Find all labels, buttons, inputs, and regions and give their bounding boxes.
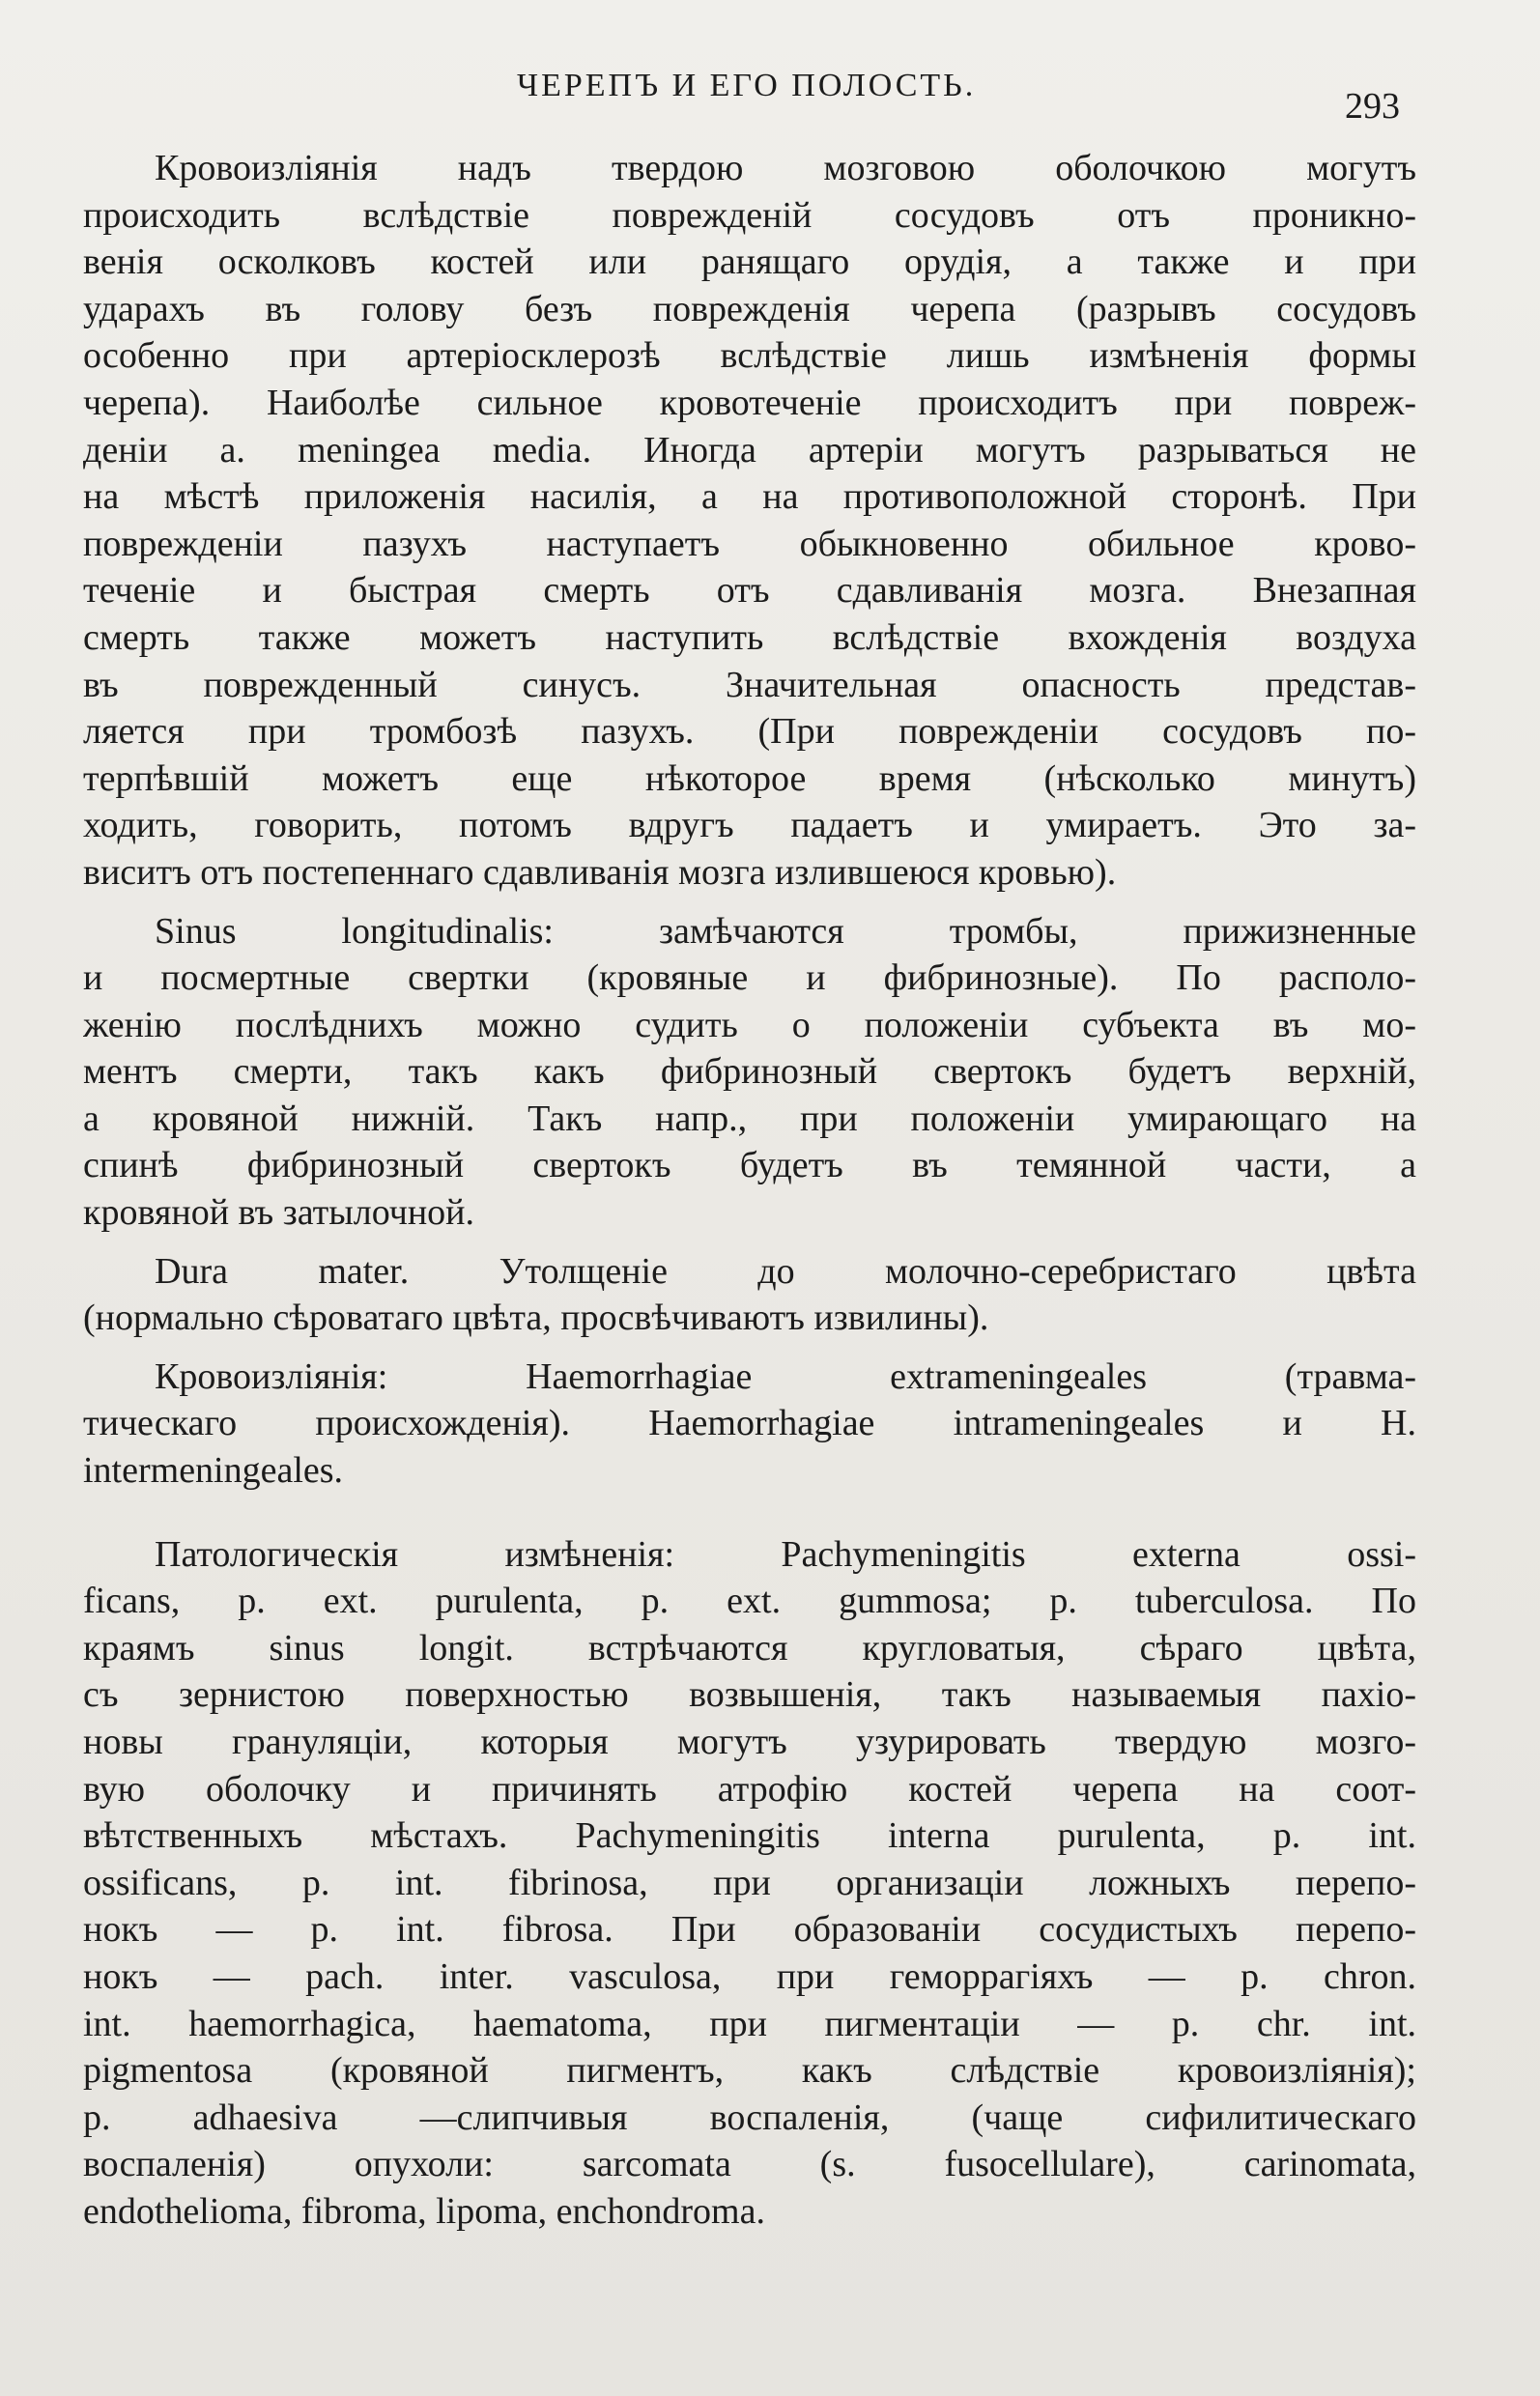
text-line: ляется при тромбозѣ пазухъ. (При поврежденіи сосудовъ по- — [83, 711, 1416, 753]
text-line: и посмертные свертки (кровяные и фибринозные). По располо- — [83, 957, 1416, 999]
text-line: pigmentosa (кровяной пигментъ, какъ слѣдствіе кровоизліянія); — [83, 2050, 1416, 2092]
text-line: черепа). Наиболѣе сильное кровотеченіе происходитъ при повреж- — [83, 382, 1416, 423]
text-line: особенно при артеріосклерозѣ вслѣдствіе лишь измѣненія формы — [83, 335, 1416, 377]
text-line: смерть также можетъ наступить вслѣдствіе вхожденія воздуха — [83, 616, 1416, 658]
text-line: съ зернистою поверхностью возвышенія, такъ называемыя пахіо- — [83, 1674, 1416, 1716]
text-line: Sinus longitudinalis: замѣчаются тромбы, прижизненные — [155, 910, 1416, 952]
text-line: Кровоизліянія: Haemorrhagiae extrameningeales (травма- — [155, 1355, 1416, 1397]
text-line: ударахъ въ голову безъ поврежденія черепа (разрывъ сосудовъ — [83, 288, 1416, 329]
text-line: ментъ смерти, такъ какъ фибринозный свертокъ будетъ верхній, — [83, 1051, 1416, 1093]
paragraph — [83, 1248, 1416, 1342]
text-line: ходить, говорить, потомъ вдругъ падаетъ и умираетъ. Это за- — [83, 805, 1416, 846]
text-line: нокъ — p. int. fibrosa. При образованіи сосудистыхъ перепо- — [83, 1909, 1416, 1951]
text-line: вую оболочку и причинять атрофію костей черепа на соот- — [83, 1768, 1416, 1810]
text-line: кровяной въ затылочной. — [83, 1192, 474, 1234]
paragraph — [83, 908, 1416, 1237]
body-text — [83, 145, 1416, 2236]
text-line: ficans, p. ext. purulenta, p. ext. gummosa; p. tuberculosa. По — [83, 1581, 1416, 1622]
text-line: деніи а. meningea media. Иногда артеріи могутъ разрываться не — [83, 429, 1416, 471]
text-line: (нормально сѣроватаго цвѣта, просвѣчиваютъ извилины). — [83, 1298, 989, 1339]
text-line: вѣтственныхъ мѣстахъ. Pachymeningitis interna purulenta, p. int. — [83, 1815, 1416, 1857]
text-line: а кровяной нижній. Такъ напр., при положеніи умирающаго на — [83, 1098, 1416, 1139]
text-line: int. haemorrhagica, haematoma, при пигментаціи — p. chr. int. — [83, 2003, 1416, 2044]
text-line: ossificans, p. int. fibrinosa, при организаціи ложныхъ перепо- — [83, 1862, 1416, 1903]
text-line: въ поврежденный синусъ. Значительная опасность представ- — [83, 664, 1416, 705]
paragraph — [83, 1354, 1416, 1495]
text-line: intermeningeales. — [83, 1450, 344, 1492]
text-line: поврежденіи пазухъ наступаетъ обыкновенно обильное крово- — [83, 523, 1416, 564]
text-line: виситъ отъ постепеннаго сдавливанія мозга излившеюся кровью). — [83, 851, 1117, 893]
text-line: теченіе и быстрая смерть отъ сдавливанія мозга. Внезапная — [83, 570, 1416, 612]
text-line: краямъ sinus longit. встрѣчаются кругловатыя, сѣраго цвѣта, — [83, 1627, 1416, 1669]
running-head: ЧЕРЕПЪ И ЕГО ПОЛОСТЬ. — [517, 68, 977, 103]
text-line: на мѣстѣ приложенія насилія, а на противоположной сторонѣ. При — [83, 476, 1416, 518]
text-line: p. adhaesiva —слипчивыя воспаленія, (чаще сифилитическаго — [83, 2096, 1416, 2138]
text-line: женію послѣднихъ можно судить о положеніи субъекта въ мо- — [83, 1004, 1416, 1045]
text-line: венія осколковъ костей или ранящаго орудія, а также и при — [83, 242, 1416, 283]
text-line: новы грануляціи, которыя могутъ узурировать твердую мозго- — [83, 1722, 1416, 1762]
paragraph — [83, 145, 1416, 897]
text-line: происходить вслѣдствіе поврежденій сосудовъ отъ проникно- — [83, 194, 1416, 236]
paragraph — [83, 1531, 1416, 2236]
text-line: нокъ — pach. inter. vasculosa, при геморрагіяхъ — p. chron. — [83, 1955, 1416, 1997]
text-line: endothelioma, fibroma, lipoma, enchondroma. — [83, 2190, 765, 2232]
text-line: Dura mater. Утолщеніе до молочно-серебристаго цвѣта — [155, 1250, 1416, 1292]
text-line: воспаленія) опухоли: sarcomata (s. fusocellulare), carinomata, — [83, 2144, 1416, 2185]
text-line: тическаго происхожденія). Haemorrhagiae intrameningeales и H. — [83, 1403, 1416, 1444]
text-line: Кровоизліянія надъ твердою мозговою оболочкою могутъ — [155, 148, 1416, 188]
page-number: 293 — [1345, 86, 1400, 127]
text-line: спинѣ фибринозный свертокъ будетъ въ темянной части, а — [83, 1145, 1416, 1186]
text-line: Патологическія измѣненія: Pachymeningitis externa ossi- — [155, 1533, 1416, 1575]
text-line: терпѣвшій можетъ еще нѣкоторое время (нѣсколько минутъ) — [83, 757, 1416, 799]
